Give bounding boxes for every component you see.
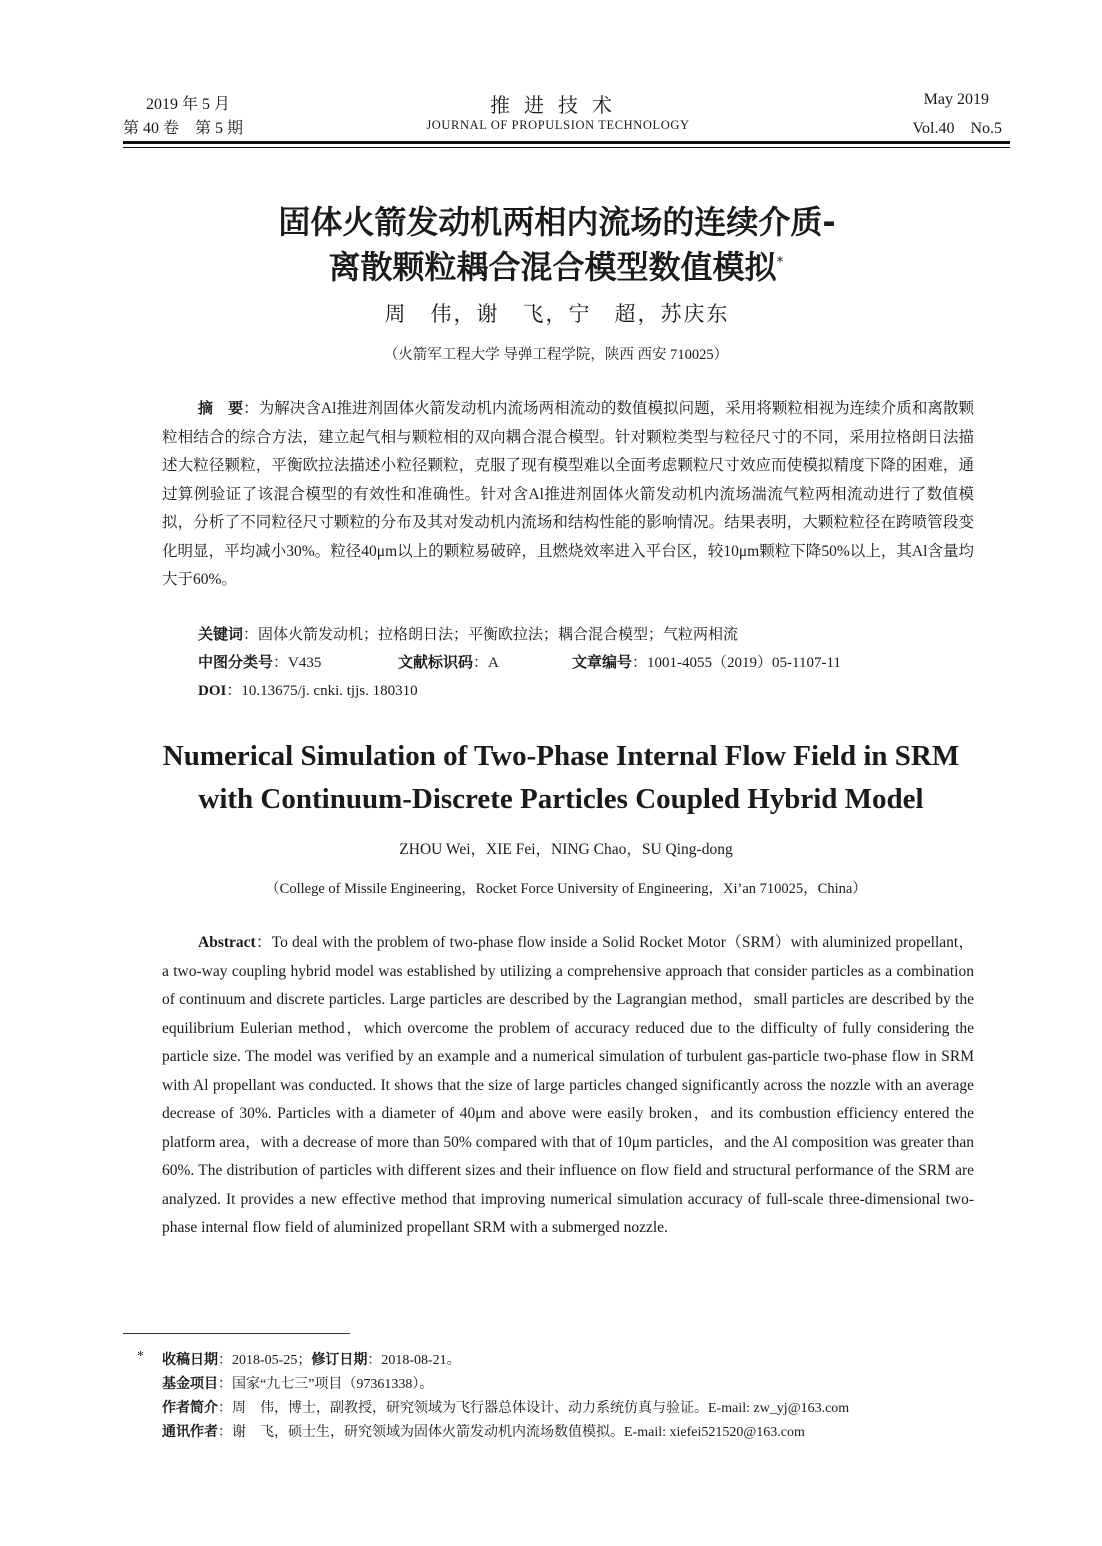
footnote-author [162, 1397, 849, 1417]
footnote-corr-text: ：谢 飞，硕士生，研究领域为固体火箭发动机内流场数值模拟。E-mail: xiefei521520@163.com [218, 1425, 805, 1440]
cn-doc-code-value: ：A [473, 655, 499, 671]
header-rule-thin [123, 147, 1010, 148]
cn-abstract-text: ：为解决含Al推进剂固体火箭发动机内流场两相流动的数值模拟问题，采用将颗粒相视为连续介质和离散颗粒相结合的综合方法，建立起气相与颗粒相的双向耦合混合模型。针对颗粒类型与粒径尺寸的不同，采用拉格朗日法描述大粒径颗粒，平衡欧拉法描述小粒径颗粒，克服了现有模型难以全面考虑颗粒尺寸效应而使模拟精度下降的困难，通过算例验证了该混合模型的有效性和准确性。针对含Al推进剂固体火箭发动机内流场湍流气粒两相流动进行了数值模拟，分析了不同粒径尺寸颗粒的分布及其对发动机内流场和结构性能的影响情况。结果表明，大颗粒粒径在跨喷管段变化明显，平均减小30%。粒径40μm以上的颗粒易破碎，且燃烧效率进入平台区，较10μm颗粒下降50%以上，其Al含量均大于60%。 [162, 400, 974, 588]
header-date-cn: 2019 年 5 月 [146, 96, 231, 113]
footnote-rule [123, 1333, 350, 1334]
header-volume-cn: 第 40 卷 第 5 期 [123, 120, 244, 137]
cn-title-line2-text: 离散颗粒耦合混合模型数值模拟 [328, 248, 777, 286]
footnote-author-text: ：周 伟，博士，副教授，研究领域为飞行器总体设计、动力系统仿真与验证。E-mail: zw_yj@163.com [218, 1401, 850, 1416]
cn-affiliation: （火箭军工程大学 导弹工程学院，陕西 西安 710025） [383, 347, 729, 363]
footnote-fund [162, 1373, 433, 1393]
cn-doc-code-label: 文献标识码 [398, 653, 474, 671]
en-affiliation: （College of Missile Engineering，Rocket Force University of Engineering，Xi’an 710025，China） [265, 881, 867, 897]
cn-clc [198, 651, 321, 672]
header-journal-cn: 推进技术 [490, 95, 626, 117]
footnote-corr-label: 通讯作者 [162, 1424, 218, 1440]
cn-title-footnote-mark: * [776, 254, 784, 271]
cn-article-no-value: ：1001-4055（2019）05-1107-11 [632, 655, 841, 671]
footnote-corresponding [162, 1421, 805, 1441]
footnote-received: ：2018-05-25； [218, 1353, 312, 1368]
header-volume-en: Vol.40 No.5 [912, 120, 1002, 137]
footnote-fund-label: 基金项目 [162, 1376, 218, 1392]
cn-doi-label: DOI [198, 683, 227, 699]
cn-clc-value: ：V435 [273, 655, 322, 671]
en-title-line1: Numerical Simulation of Two-Phase Internal Flow Field in SRM [162, 740, 960, 772]
cn-abstract-label: 摘 要 [198, 399, 244, 417]
cn-doi [198, 679, 418, 700]
en-title-line2: with Continuum-Discrete Particles Coupled Hybrid Model [198, 783, 924, 815]
header-date-en: May 2019 [923, 91, 989, 108]
footnote-dates [162, 1349, 461, 1369]
cn-title-line1: 固体火箭发动机两相内流场的连续介质- [278, 203, 836, 241]
en-abstract-label: Abstract [198, 934, 256, 951]
cn-title-line2 [0, 242, 1102, 288]
footnote-fund-text: ：国家“九七三”项目（97361338）。 [218, 1377, 434, 1392]
cn-keywords [198, 623, 738, 644]
en-abstract-text: ：To deal with the problem of two-phase flow inside a Solid Rocket Motor（SRM）with aluminized propellant，a two-way coupling hybrid model was established by utilizing a comprehensive approach that consider particles as a combination of continuum and discrete particles. Large particles are described by the Lagrangian method，small particles are described by the equilibrium Eulerian method，which overcome the problem of accuracy reduced due to the difficulty of fully considering the particle size. The model was verified by an example and a numerical simulation of turbulent gas-particle two-phase flow in SRM with Al propellant was conducted. It shows that the size of large particles changed significantly across the nozzle with an average decrease of 30%. Particles with a diameter of 40μm and above were easily broken，and its combustion efficiency entered the platform area，with a decrease of more than 50% compared with that of 10μm particles，and the Al composition was greater than 60%. The distribution of particles with different sizes and their influence on flow field and structural performance of the SRM are analyzed. It provides a new effective method that improving numerical simulation accuracy of full-scale three-dimensional two-phase internal flow field of aluminized propellant SRM with a submerged nozzle. [162, 934, 974, 1236]
cn-keywords-text: ：固体火箭发动机；拉格朗日法；平衡欧拉法；耦合混合模型；气粒两相流 [243, 627, 739, 643]
cn-keywords-label: 关键词 [198, 625, 244, 643]
footnote-revised-label: 修订日期 [311, 1352, 368, 1368]
footnote-star: * [137, 1349, 144, 1364]
cn-article-no-label: 文章编号 [572, 653, 633, 671]
cn-clc-label: 中图分类号 [198, 653, 274, 671]
footnote-author-label: 作者简介 [162, 1400, 218, 1416]
en-abstract [162, 929, 974, 1243]
cn-doc-code [398, 651, 499, 672]
cn-doi-value: ：10.13675/j. cnki. tjjs. 180310 [226, 683, 418, 699]
cn-article-no [572, 651, 841, 672]
header-journal-en: JOURNAL OF PROPULSION TECHNOLOGY [426, 118, 690, 132]
en-authors: ZHOU Wei，XIE Fei，NING Chao，SU Qing-dong [399, 841, 733, 858]
header-rule-thick [123, 141, 1010, 144]
footnote-received-label: 收稿日期 [162, 1352, 218, 1368]
footnote-revised: ：2018-08-21。 [367, 1353, 461, 1368]
cn-abstract [162, 394, 974, 595]
cn-authors: 周 伟，谢 飞，宁 超，苏庆东 [384, 302, 730, 326]
